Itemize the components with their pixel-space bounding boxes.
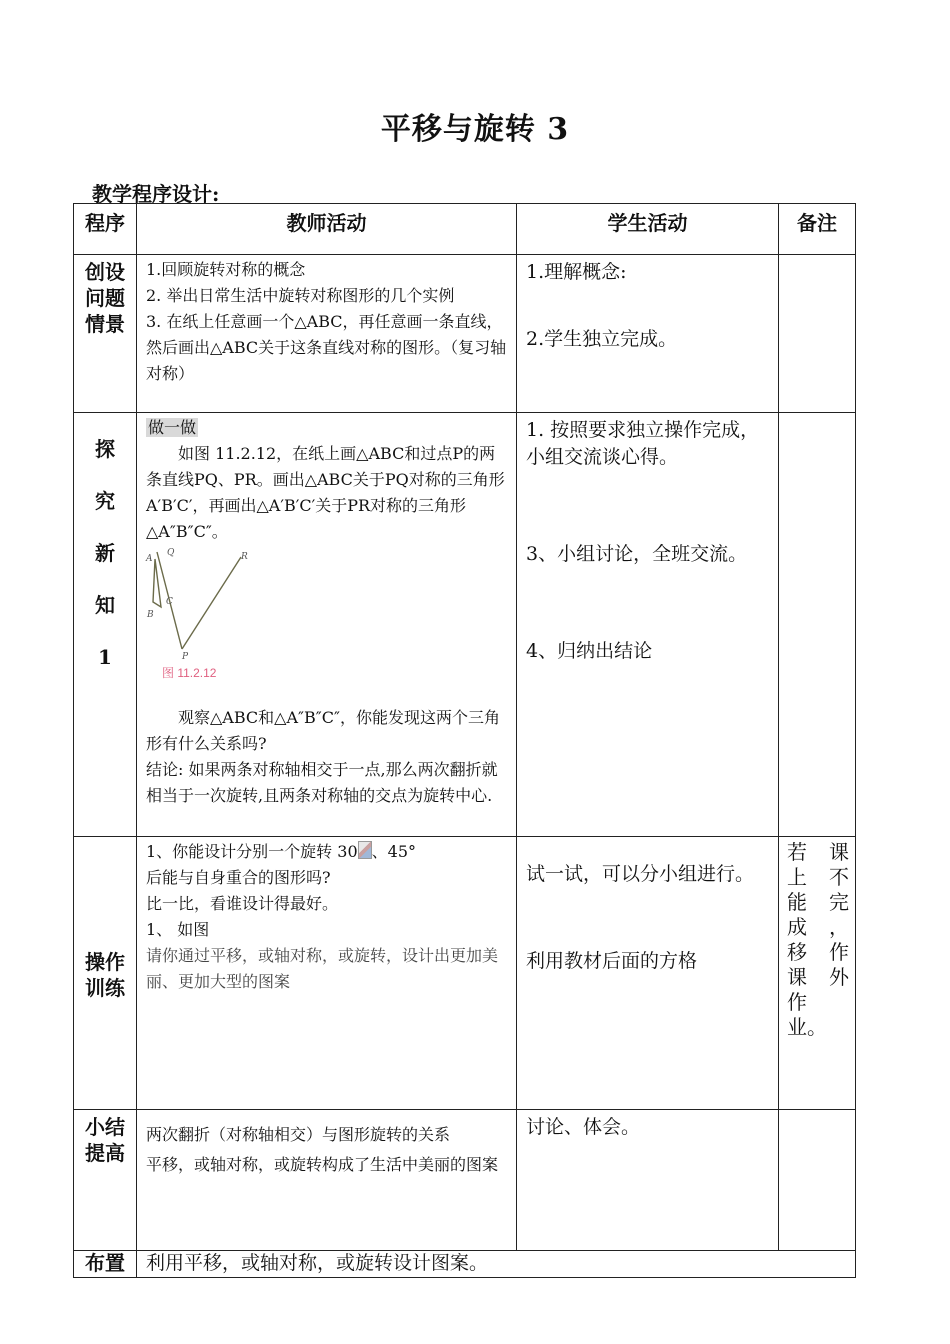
figure-caption: 图 11.2.12 <box>162 666 217 680</box>
student-item: 4、归纳出结论 <box>526 640 653 662</box>
note-text: 课外 <box>787 965 849 989</box>
triangle-figure <box>144 547 264 687</box>
stage-cell <box>74 837 137 1110</box>
note-text: 能完 <box>787 890 849 914</box>
teacher-text: 、45° <box>371 842 417 861</box>
teacher-cell <box>137 413 517 837</box>
teacher-item: 3. 在纸上任意画一个△ABC，再任意画一条直线，然后画出△ABC关于这条直线对称的图形。（复习轴对称） <box>146 312 507 383</box>
stage-text: 创设 <box>85 260 125 284</box>
student-item: 1. 按照要求独立操作完成，小组交流谈心得。 <box>526 419 760 468</box>
student-cell <box>517 413 779 837</box>
header-student-activity: 学生活动 <box>517 204 779 255</box>
note-text: 成， <box>787 915 849 939</box>
stage-text: 情景 <box>85 312 125 336</box>
note-cell <box>779 255 856 413</box>
label-b: B <box>147 610 154 620</box>
note-text: 上不 <box>787 865 849 889</box>
embedded-image-icon <box>358 841 372 859</box>
teacher-item: 平移，或轴对称，或旋转构成了生活中美丽的图案 <box>146 1155 499 1174</box>
header-notes: 备注 <box>779 204 856 255</box>
label-c: C <box>166 597 173 607</box>
note-cell <box>779 413 856 837</box>
note-text: 若课 <box>787 840 849 864</box>
note-text: 移作 <box>787 940 849 964</box>
label-p: P <box>182 652 189 662</box>
student-cell <box>517 1110 779 1251</box>
teacher-item: 1、 如图 <box>146 920 210 939</box>
student-item: 1.理解概念: <box>526 261 627 283</box>
highlight-label: 做一做 <box>148 418 197 437</box>
student-item: 讨论、体会。 <box>526 1116 641 1138</box>
teacher-item <box>146 839 510 865</box>
assignment-cell: 利用平移，或轴对称，或旋转设计图案。 <box>137 1251 856 1278</box>
label-a: A <box>146 554 153 564</box>
student-item: 利用教材后面的方格 <box>526 950 698 972</box>
label-r: R <box>241 552 248 562</box>
teacher-text: 1、你能设计分别一个旋转 30 <box>146 842 358 861</box>
stage-text: 训练 <box>85 976 125 1000</box>
student-item: 2.学生独立完成。 <box>526 328 678 350</box>
student-item: 试一试，可以分小组进行。 <box>526 863 755 885</box>
page-title: 平移与旋转 3 <box>380 112 570 147</box>
teacher-item: 比一比，看谁设计得最好。 <box>146 894 339 913</box>
teacher-item: 两次翻折（对称轴相交）与图形旋转的关系 <box>146 1125 451 1144</box>
lesson-table <box>73 203 856 1278</box>
stage-cell <box>74 1110 137 1251</box>
teacher-paragraph: 结论: 如果两条对称轴相交于一点,那么两次翻折就相当于一次旋转,且两条对称轴的交点为旋转中心. <box>146 760 498 805</box>
teacher-cell <box>137 837 517 1110</box>
student-cell <box>517 837 779 1110</box>
note-cell <box>779 837 856 1110</box>
stage-text: 究 <box>95 489 115 513</box>
note-cell <box>779 1110 856 1251</box>
stage-text: 操作 <box>85 950 125 974</box>
student-cell <box>517 255 779 413</box>
stage-text: 问题 <box>85 286 125 310</box>
header-teacher-activity: 教师活动 <box>137 204 517 255</box>
teacher-cell <box>137 1110 517 1251</box>
teacher-paragraph: 观察△ABC和△A″B″C″，你能发现这两个三角形有什么关系吗? <box>146 708 500 753</box>
table-row <box>74 255 856 413</box>
teacher-item: 后能与自身重合的图形吗? <box>146 868 331 887</box>
teacher-item: 2. 举出日常生活中旋转对称图形的几个实例 <box>146 286 455 305</box>
teacher-cell <box>137 255 517 413</box>
label-q: Q <box>167 548 175 558</box>
table-row <box>74 1251 856 1278</box>
teacher-paragraph: 如图 11.2.12，在纸上画△ABC和过点P的两条直线PQ、PR。画出△ABC关于PQ对称的三角形A′B′C′，再画出△A′B′C′关于PR对称的三角形△A″B″C″。 <box>146 444 505 541</box>
table-row <box>74 1110 856 1251</box>
table-row <box>74 413 856 837</box>
header-procedure: 程序 <box>74 204 137 255</box>
student-item: 3、小组讨论，全班交流。 <box>526 543 748 565</box>
stage-cell <box>74 255 137 413</box>
table-header-row <box>74 204 856 255</box>
stage-text: 知 <box>95 593 115 617</box>
note-text: 业。 <box>787 1015 827 1039</box>
teacher-item: 请你通过平移，或轴对称，或旋转，设计出更加美丽、更加大型的图案 <box>146 946 499 991</box>
stage-text: 新 <box>95 541 115 565</box>
table-row <box>74 837 856 1110</box>
stage-text: 小结 <box>85 1115 125 1139</box>
stage-cell <box>74 413 137 837</box>
stage-cell: 布置 <box>74 1251 137 1278</box>
note-text: 作 <box>787 990 807 1014</box>
teacher-item: 1.回顾旋转对称的概念 <box>146 260 306 279</box>
section-subtitle: 教学程序设计: <box>92 182 220 206</box>
stage-text: 探 <box>95 437 115 461</box>
stage-text: 提高 <box>85 1141 125 1165</box>
stage-text: 1 <box>98 645 112 669</box>
